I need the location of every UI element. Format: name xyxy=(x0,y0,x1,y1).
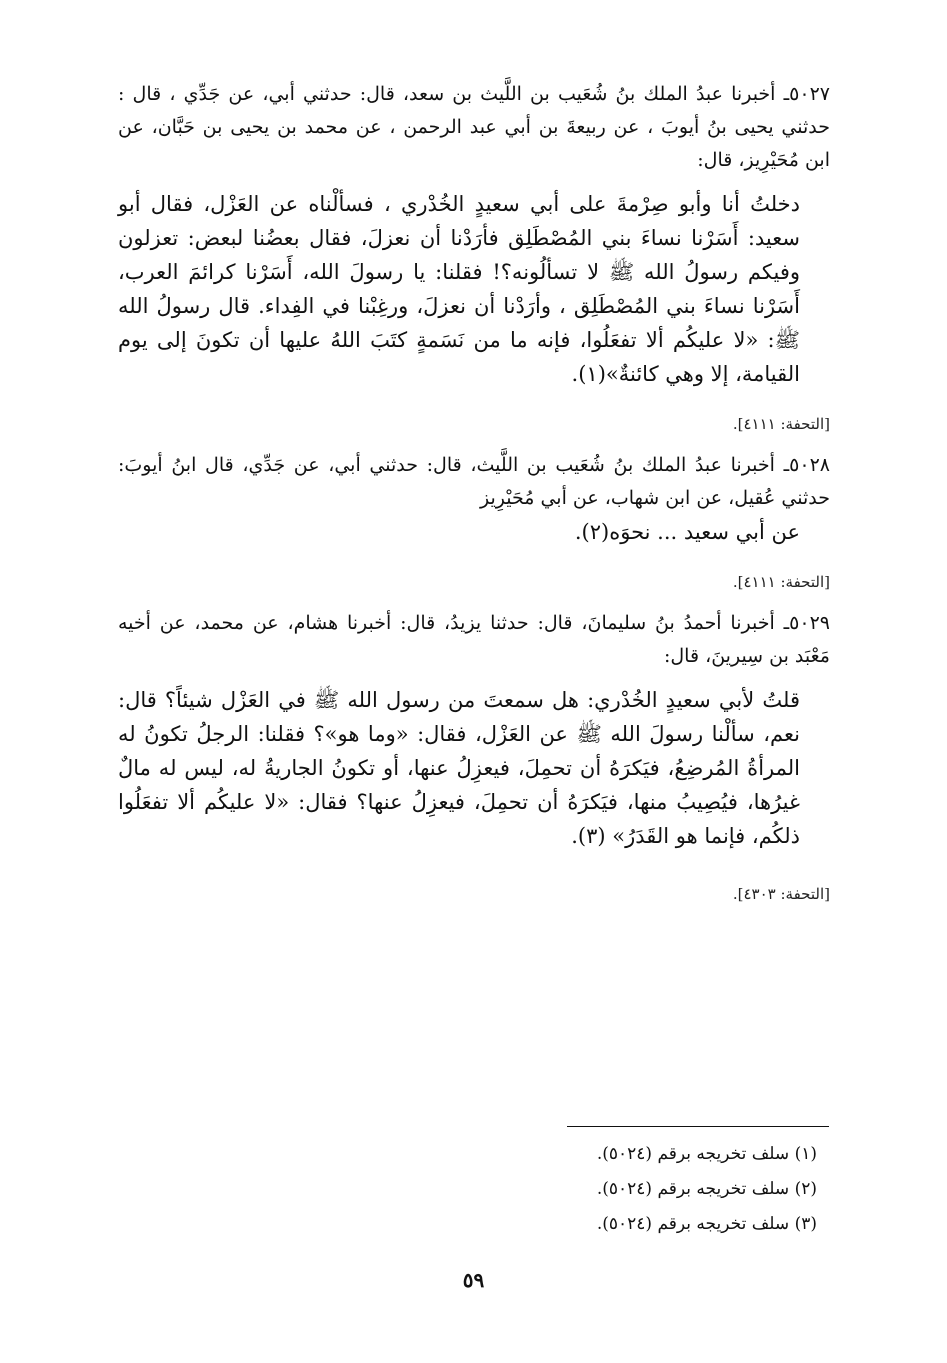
hadith-entry xyxy=(118,607,830,905)
tuhfa-reference: [التحفة: ٤١١١]. xyxy=(732,415,830,433)
hadith-isnad: ٥٠٢٨ـ أخبرنا عبدُ الملك بنُ شُعَيب بن اللَّيث، قال: حدثني أبي، عن جَدِّي، قال ابنُ أيوبَ: حدثني عُقيل، عن ابن شهاب، عن أبي مُحَيْرِيز xyxy=(118,454,830,509)
footnote-item: (١) سلف تخريجه برقم (٥٠٢٤). xyxy=(596,1144,817,1164)
footnote-item: (٢) سلف تخريجه برقم (٥٠٢٤). xyxy=(596,1179,817,1199)
hadith-matn: قلتُ لأبي سعيدٍ الخُدْري: هل سمعتَ من رسول الله ﷺ في العَزْل شيئاً؟ قال: نعم، سألْنا رسولَ الله ﷺ عن العَزْل، فقال: «وما هو»؟ فقلنا: الرجلُ تكونُ له المرأةُ المُرضِعُ، فيَكرَهُ أن تحمِلَ، فيعزِلُ عنها، أو تكونُ الجاريةُ له، ليس له مالٌ غيرُها، فيُصِيبُ منها، فيَكرَهُ أن تحمِلَ، فيعزِلُ عنها؟ فقال: «لا عليكُم ألا تفعَلُوا ذلكُم، فإنما هو القَدَرُ» (٣). xyxy=(118,688,800,848)
hadith-matn: عن أبي سعيد ... نحوَه(٢). xyxy=(574,520,800,544)
hadith-isnad: ٥٠٢٧ـ أخبرنا عبدُ الملك بنُ شُعَيب بن اللَّيث بن سعد، قال: حدثني أبي، عن جَدِّي ، قال : حدثني يحيى بنُ أيوبَ ، عن ربيعةَ بن أبي عبد الرحمن ، عن محمد بن يحيى بن حَبَّان، عن ابن مُحَيْرِيز، قال: xyxy=(118,83,830,171)
page-number: ٥٩ xyxy=(462,1268,485,1292)
tuhfa-reference: [التحفة: ٤٣٠٣]. xyxy=(732,885,830,903)
hadith-entry xyxy=(118,78,830,435)
hadith-matn: دخلتُ أنا وأبو صِرْمةَ على أبي سعيدٍ الخُدْري ، فسألْناه عن العَزْل، فقال أبو سعيد: أَسَرْنا نساءَ بني المُصْطَلِق فأرَدْنا أن نعزلَ، فقال بعضُنا لبعض: تعزلون وفيكم رسولُ الله ﷺ لا تسألُونه؟! فقلنا: يا رسولَ الله، أَسَرْنا كرائمَ العرب، أَسَرْنا نساءَ بني المُصْطَلِق ، وأرَدْنا أن نعزلَ، ورغِبْنا في الفِداء. قال رسولُ الله ﷺ: «لا عليكُم ألا تفعَلُوا، فإنه ما من نَسَمةٍ كتَبَ اللهُ عليها أن تكونَ إلى يوم القيامة، إلا وهي كائنةٌ»(١). xyxy=(118,192,800,386)
footnote-separator xyxy=(567,1126,829,1127)
page-body xyxy=(118,78,830,919)
tuhfa-reference: [التحفة: ٤١١١]. xyxy=(732,573,830,591)
hadith-entry xyxy=(118,449,830,593)
footnotes xyxy=(437,1137,817,1242)
hadith-isnad: ٥٠٢٩ـ أخبرنا أحمدُ بنُ سليمانَ، قال: حدثنا يزيدُ، قال: أخبرنا هشام، عن محمد، عن أخيه مَعْبَد بن سِيرينَ، قال: xyxy=(118,612,830,667)
footnote-item: (٣) سلف تخريجه برقم (٥٠٢٤). xyxy=(596,1214,817,1234)
